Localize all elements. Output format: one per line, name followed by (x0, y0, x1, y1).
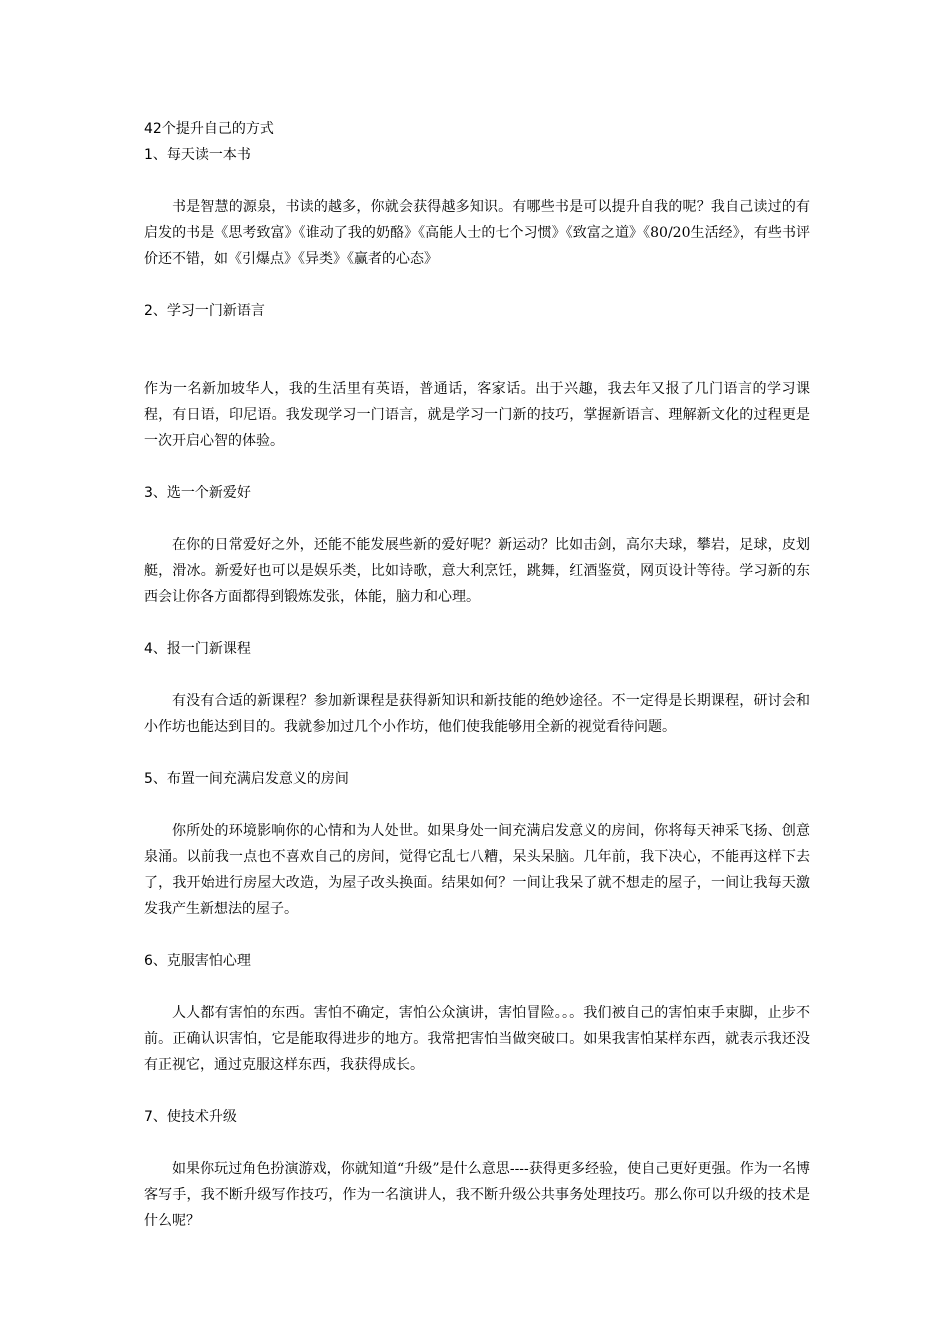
document-title: 42个提升自己的方式 (144, 121, 274, 137)
document-content (144, 116, 810, 1234)
section-heading-3: 3、选一个新爱好 (144, 485, 251, 501)
section-heading-7: 7、使技术升级 (144, 1109, 237, 1125)
section-body-2: 作为一名新加坡华人，我的生活里有英语，普通话，客家话。出于兴趣，我去年又报了几门语言的学习课程，有日语，印尼语。我发现学习一门语言，就是学习一门新的技巧，掌握新语言、理解新文化的过程更是一次开启心智的体验。 (144, 381, 810, 449)
section-body-6: 人人都有害怕的东西。害怕不确定，害怕公众演讲，害怕冒险。。。我们被自己的害怕束手束脚，止步不前。正确认识害怕，它是能取得进步的地方。我常把害怕当做突破口。如果我害怕某样东西，就表示我还没有正视它，通过克服这样东西，我获得成长。 (144, 1005, 810, 1073)
section-body-5: 你所处的环境影响你的心情和为人处世。如果身处一间充满启发意义的房间，你将每天神采飞扬、创意泉涌。以前我一点也不喜欢自己的房间，觉得它乱七八糟，呆头呆脑。几年前，我下决心，不能再这样下去了，我开始进行房屋大改造，为屋子改头换面。结果如何？一间让我呆了就不想走的屋子，一间让我每天激发我产生新想法的屋子。 (144, 823, 810, 917)
section-body-4: 有没有合适的新课程？参加新课程是获得新知识和新技能的绝妙途径。不一定得是长期课程，研讨会和小作坊也能达到目的。我就参加过几个小作坊，他们使我能够用全新的视觉看待问题。 (144, 693, 810, 735)
section-body-3: 在你的日常爱好之外，还能不能发展些新的爱好呢？新运动？比如击剑，高尔夫球，攀岩，足球，皮划艇，滑冰。新爱好也可以是娱乐类，比如诗歌，意大利烹饪，跳舞，红酒鉴赏，网页设计等待。学习新的东西会让你各方面都得到锻炼发张，体能，脑力和心理。 (144, 537, 810, 605)
section-heading-4: 4、报一门新课程 (144, 641, 251, 657)
section-heading-1: 1、每天读一本书 (144, 147, 251, 163)
section-heading-2: 2、学习一门新语言 (144, 303, 265, 319)
section-body-7: 如果你玩过角色扮演游戏，你就知道“升级”是什么意思----获得更多经验，使自己更好更强。作为一名博客写手，我不断升级写作技巧，作为一名演讲人，我不断升级公共事务处理技巧。那么你可以升级的技术是什么呢？ (144, 1161, 810, 1229)
section-heading-6: 6、克服害怕心理 (144, 953, 251, 969)
section-body-1: 书是智慧的源泉，书读的越多，你就会获得越多知识。有哪些书是可以提升自我的呢？我自己读过的有启发的书是《思考致富》《谁动了我的奶酪》《高能人士的七个习惯》《致富之道》《80/20生活经》，有些书评价还不错，如《引爆点》《异类》《赢者的心态》 (144, 199, 810, 267)
section-heading-5: 5、布置一间充满启发意义的房间 (144, 771, 349, 787)
